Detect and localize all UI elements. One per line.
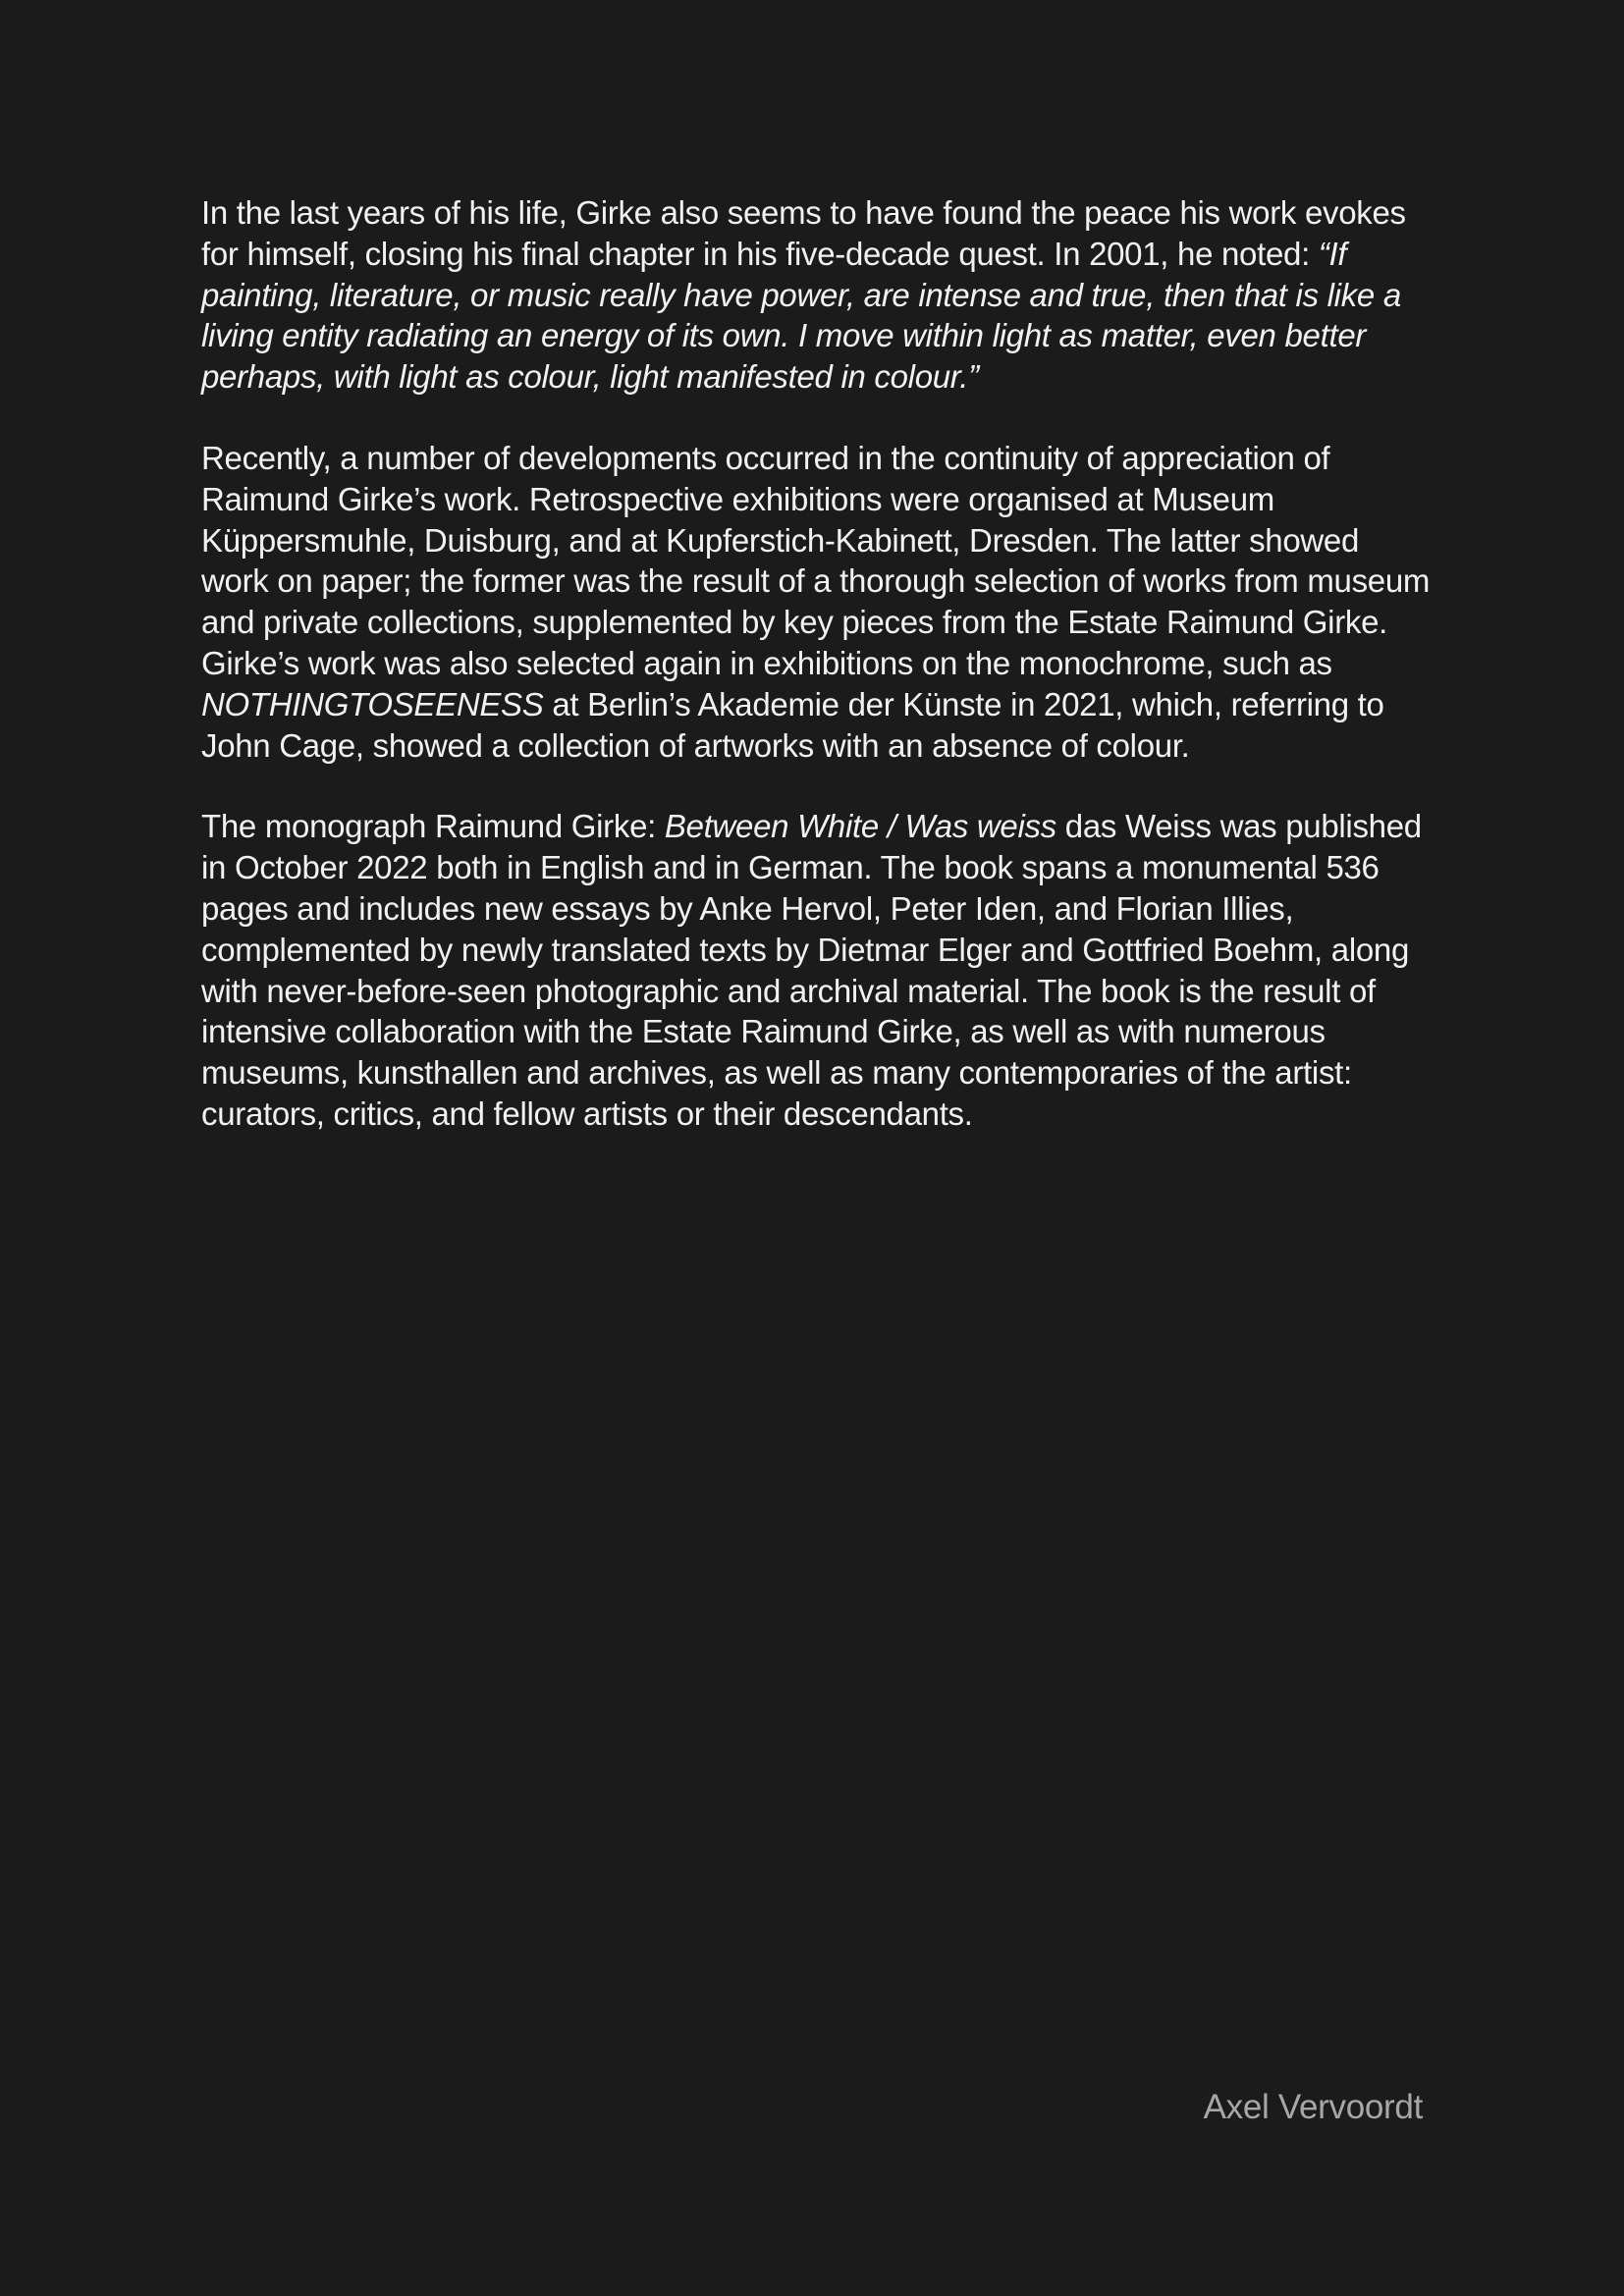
paragraph-monograph: [201, 806, 1434, 1134]
exhibition-title: NOTHINGTOSEENESS: [201, 685, 544, 722]
footer-brand-name: Axel Vervoordt: [1203, 2088, 1423, 2126]
paragraph-text: das Weiss was published in October 2022 both in English and in German. The book spans a monumental 536 pages and includes new essays by Anke Hervol, Peter Iden, and Florian Illies, complemented by newly translated texts by Dietmar Elger and Gottfried Boehm, along with never-before-seen photographic and archival material. The book is the result of intensive collaboration with the Estate Raimund Girke, as well as with numerous museums, kunsthallen and archives, as well as many contemporaries of the artist: curators, critics, and fellow artists or their descendants.: [201, 808, 1422, 1132]
article-body: [201, 192, 1434, 1175]
paragraph-recent-developments: [201, 438, 1434, 766]
paragraph-text: In the last years of his life, Girke also seems to have found the peace his work evokes for himself, closing his final chapter in his five-decade quest. In 2001, he noted:: [201, 194, 1406, 272]
book-title: Between White / Was weiss: [664, 808, 1056, 845]
paragraph-text: Recently, a number of developments occurred in the continuity of appreciation of Raimund Girke’s work. Retrospective exhibitions were organised at Museum Küppersmuhle, Duisburg, and at Kupferstich-Kabinett, Dresden. The latter showed work on paper; the former was the result of a thorough selection of works from museum and private collections, supplemented by key pieces from the Estate Raimund Girke. Girke’s work was also selected again in exhibitions on the monochrome, such as: [201, 439, 1431, 681]
paragraph-girke-final-years: [201, 192, 1434, 398]
paragraph-text: The monograph Raimund Girke:: [201, 808, 665, 845]
girke-quote: “If painting, literature, or music really have power, are intense and true, then that is like a living entity radiating an energy of its own. I move within light as matter, even better perhaps, with light as colour, light manifested in colour.”: [201, 235, 1401, 396]
paragraph-text: at Berlin’s Akademie der Künste in 2021, which, referring to John Cage, showed a collection of artworks with an absence of colour.: [201, 685, 1384, 764]
